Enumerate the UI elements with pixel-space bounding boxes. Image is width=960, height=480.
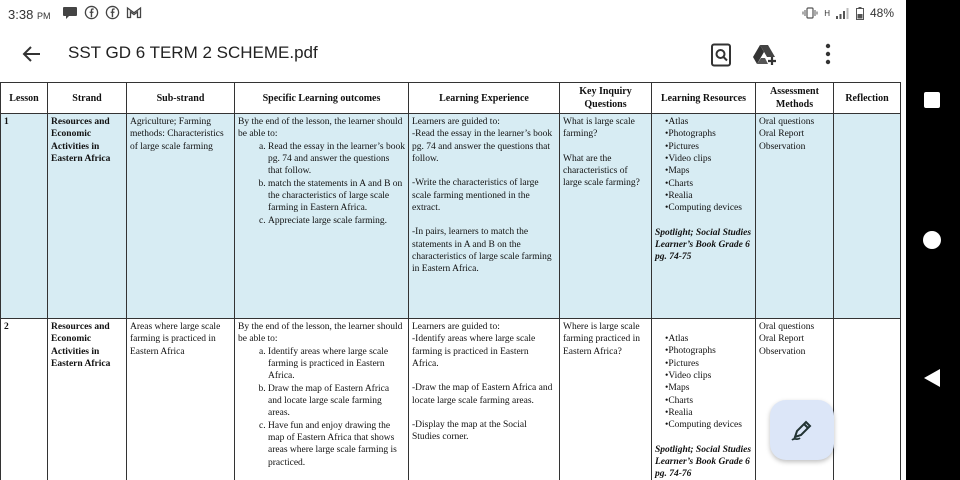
list-item: c. Have fun and enjoy drawing the map of Eastern Africa that shows areas where large scale farming is practiced. [268,420,405,469]
signal-icon [836,7,850,19]
scheme-table [0,82,901,480]
inquiry-question: What is large scale farming? [563,117,635,140]
outcomes-intro: By the end of the lesson, the learner should be able to: [238,117,403,140]
resources-list [655,116,752,215]
more-options-icon[interactable] [824,42,832,66]
list-item: • Computing devices [665,419,752,431]
status-time: 3:38 PM [8,7,51,22]
list-item: • Pictures [665,141,752,153]
experience-line: Learners are guided to: [412,322,500,332]
inquiry-question: What are the characteristics of large scale farming? [563,153,640,189]
experience-line: -Draw the map of Eastern Africa and locate large scale farming areas. [412,383,553,406]
gmail-icon [126,6,142,19]
network-type: H [824,8,830,18]
resources-list [655,333,752,432]
list-item: • Atlas [665,333,752,345]
list-item: a. Read the essay in the learner’s book pg. 74 and answer the questions that follow. [268,141,405,178]
add-to-drive-button[interactable] [752,42,778,68]
cell-strand: Resources and Economic Activities in Eastern Africa [48,114,127,319]
list-item: • Photographs [665,345,752,357]
header-substrand: Sub-strand [127,83,235,114]
home-button[interactable] [923,231,941,249]
list-item: b. match the statements in A and B on the characteristics of large scale farming in Eastern Africa. [268,178,405,215]
document-search-icon [710,43,732,67]
back-nav-button[interactable] [924,369,940,387]
list-item: • Photographs [665,128,752,140]
status-bar [0,0,906,28]
experience-line: -Identify areas where large scale farming is practiced in Eastern Africa. [412,334,536,370]
vibrate-icon [802,7,818,19]
notification-icons [62,5,142,20]
experience-line: -In pairs, learners to match the statements in A and B on the characteristics of large scale farming in Eastern Africa. [412,227,552,275]
cell-outcomes [235,319,409,480]
battery-percent: 48% [869,6,894,20]
inquiry-question: Where is large scale farming practiced in Eastern Africa? [563,322,641,357]
assessment-item: Observation [759,141,806,152]
cell-substrand: Agriculture; Farming methods: Characteristics of large scale farming [127,114,235,319]
cell-outcomes [235,114,409,319]
list-item: c. Appreciate large scale farming. [268,215,405,227]
outcomes-list [238,346,405,469]
outcomes-intro: By the end of the lesson, the learner should be able to: [238,322,403,345]
outcomes-list [238,141,405,227]
cell-resources [652,319,756,480]
list-item: • Charts [665,395,752,407]
cell-lesson: 2 [1,319,48,480]
cell-resources [652,114,756,319]
app-bar [0,28,906,80]
list-item: • Pictures [665,358,752,370]
list-item: b. Draw the map of Eastern Africa and locate large scale farming areas. [268,383,405,420]
experience-line: Learners are guided to: [412,117,500,127]
facebook-icon-2 [105,5,120,20]
navigation-bar [906,0,960,480]
header-lesson: Lesson [1,83,48,114]
experience-line: -Write the characteristics of large scale farming mentioned in the extract. [412,178,539,214]
header-strand: Strand [48,83,127,114]
battery-icon [856,7,864,20]
assessment-item: Oral questions [759,117,815,127]
pen-icon [789,417,815,443]
cell-inquiry [560,114,652,319]
cell-inquiry [560,319,652,480]
list-item: • Video clips [665,153,752,165]
header-inquiry: Key Inquiry Questions [560,83,652,114]
drive-add-icon [752,44,778,66]
list-item: • Video clips [665,370,752,382]
table-header-row [1,83,901,114]
facebook-icon [84,5,99,20]
experience-line: -Display the map at the Social Studies corner. [412,420,527,443]
search-in-document-button[interactable] [708,42,734,68]
spotlight-reference: Spotlight; Social Studies Learner’s Book Grade 6 pg. 74-76 [655,444,752,480]
list-item: • Realia [665,407,752,419]
list-item: • Maps [665,165,752,177]
cell-substrand: Areas where large scale farming is practiced in Eastern Africa [127,319,235,480]
header-reflection: Reflection [834,83,901,114]
cell-experience [409,319,560,480]
list-item: a. Identify areas where large scale farming is practiced in Eastern Africa. [268,346,405,383]
system-indicators [802,6,894,20]
assessment-item: Oral Report [759,334,805,345]
chat-bubble-icon [62,6,78,20]
assessment-item: Oral Report [759,129,805,140]
assessment-item: Oral questions [759,322,815,332]
cell-reflection [834,319,901,480]
header-experience: Learning Experience [409,83,560,114]
experience-line: -Read the essay in the learner’s book pg. 74 and answer the questions that follow. [412,129,553,165]
back-arrow-icon[interactable] [20,42,44,66]
recents-button[interactable] [924,92,940,108]
document-title: SST GD 6 TERM 2 SCHEME.pdf [68,43,318,62]
cell-experience [409,114,560,319]
header-assessment: Assessment Methods [756,83,834,114]
cell-lesson: 1 [1,114,48,319]
list-item: • Realia [665,190,752,202]
header-outcomes: Specific Learning outcomes [235,83,409,114]
spotlight-reference: Spotlight; Social Studies Learner’s Book Grade 6 pg. 74-75 [655,227,752,263]
list-item: • Charts [665,178,752,190]
cell-strand: Resources and Economic Activities in Eastern Africa [48,319,127,480]
assessment-item: Observation [759,346,806,357]
list-item: • Computing devices [665,202,752,214]
list-item: • Atlas [665,116,752,128]
table-row [1,114,901,319]
list-item: • Maps [665,382,752,394]
header-resources: Learning Resources [652,83,756,114]
annotate-button[interactable] [770,400,834,460]
cell-assessment [756,114,834,319]
table-row [1,319,901,480]
cell-reflection [834,114,901,319]
